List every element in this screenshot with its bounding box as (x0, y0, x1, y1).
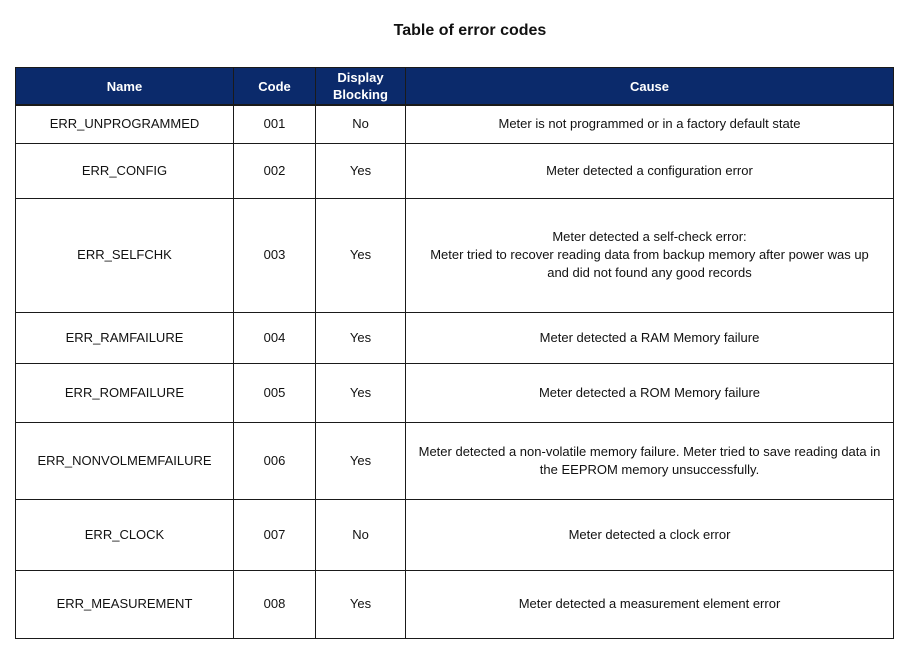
cause-cell (406, 363, 894, 422)
table-row (16, 105, 894, 143)
cause-text: Meter detected a RAM Memory failure (539, 329, 760, 345)
error-name-cell: ERR_ROMFAILURE (16, 363, 234, 422)
cause-text: Meter is not programmed or in a factory default state (498, 116, 801, 132)
error-code-cell: 004 (234, 312, 316, 363)
cause-text: Meter detected a self-check error: (552, 229, 747, 244)
table-row (16, 363, 894, 422)
error-code-cell: 005 (234, 363, 316, 422)
header-name: Name (16, 68, 234, 106)
error-name-cell: ERR_CLOCK (16, 499, 234, 570)
header-display-line: Display (337, 70, 384, 85)
display-blocking-cell: Yes (316, 570, 406, 638)
display-blocking-cell: No (316, 499, 406, 570)
table-row (16, 422, 894, 499)
error-code-cell: 001 (234, 105, 316, 143)
error-code-cell: 007 (234, 499, 316, 570)
cause-cell (406, 570, 894, 638)
table-row (16, 499, 894, 570)
display-blocking-cell: Yes (316, 312, 406, 363)
cause-text: Meter detected a configuration error (546, 162, 753, 178)
cause-text: Meter detected a clock error (568, 526, 731, 542)
error-name-cell: ERR_RAMFAILURE (16, 312, 234, 363)
header-blocking-line: Blocking (333, 87, 388, 102)
cause-cell (406, 105, 894, 143)
cause-cell (406, 198, 894, 312)
error-name-cell: ERR_UNPROGRAMMED (16, 105, 234, 143)
cause-cell (406, 499, 894, 570)
cause-text: Meter tried to recover reading data from backup memory after power was up and did not found any good records (430, 247, 869, 280)
header-row (16, 68, 894, 106)
display-blocking-cell: Yes (316, 143, 406, 198)
display-blocking-cell: Yes (316, 198, 406, 312)
cause-text: Meter detected a measurement element error (518, 596, 781, 611)
error-name-cell: ERR_MEASUREMENT (16, 570, 234, 638)
table-row (16, 312, 894, 363)
error-name-cell: ERR_CONFIG (16, 143, 234, 198)
error-name-cell: ERR_SELFCHK (16, 198, 234, 312)
table-row (16, 143, 894, 198)
header-cause: Cause (406, 68, 894, 106)
display-blocking-cell: Yes (316, 363, 406, 422)
cause-text: Meter detected a ROM Memory failure (538, 384, 761, 400)
display-blocking-cell: No (316, 105, 406, 143)
cause-cell (406, 143, 894, 198)
table-row (16, 570, 894, 638)
header-code: Code (234, 68, 316, 106)
error-code-cell: 008 (234, 570, 316, 638)
header-display-blocking (316, 68, 406, 106)
error-code-cell: 006 (234, 422, 316, 499)
error-code-cell: 002 (234, 143, 316, 198)
error-name-cell: ERR_NONVOLMEMFAILURE (16, 422, 234, 499)
page-title: Table of error codes (393, 22, 547, 39)
cause-cell (406, 312, 894, 363)
display-blocking-cell: Yes (316, 422, 406, 499)
cause-text: Meter detected a non-volatile memory failure. Meter tried to save reading data in the EEPROM memory unsuccessfully. (418, 443, 881, 477)
error-code-cell: 003 (234, 198, 316, 312)
cause-cell (406, 422, 894, 499)
error-codes-table (15, 67, 894, 639)
table-row (16, 198, 894, 312)
